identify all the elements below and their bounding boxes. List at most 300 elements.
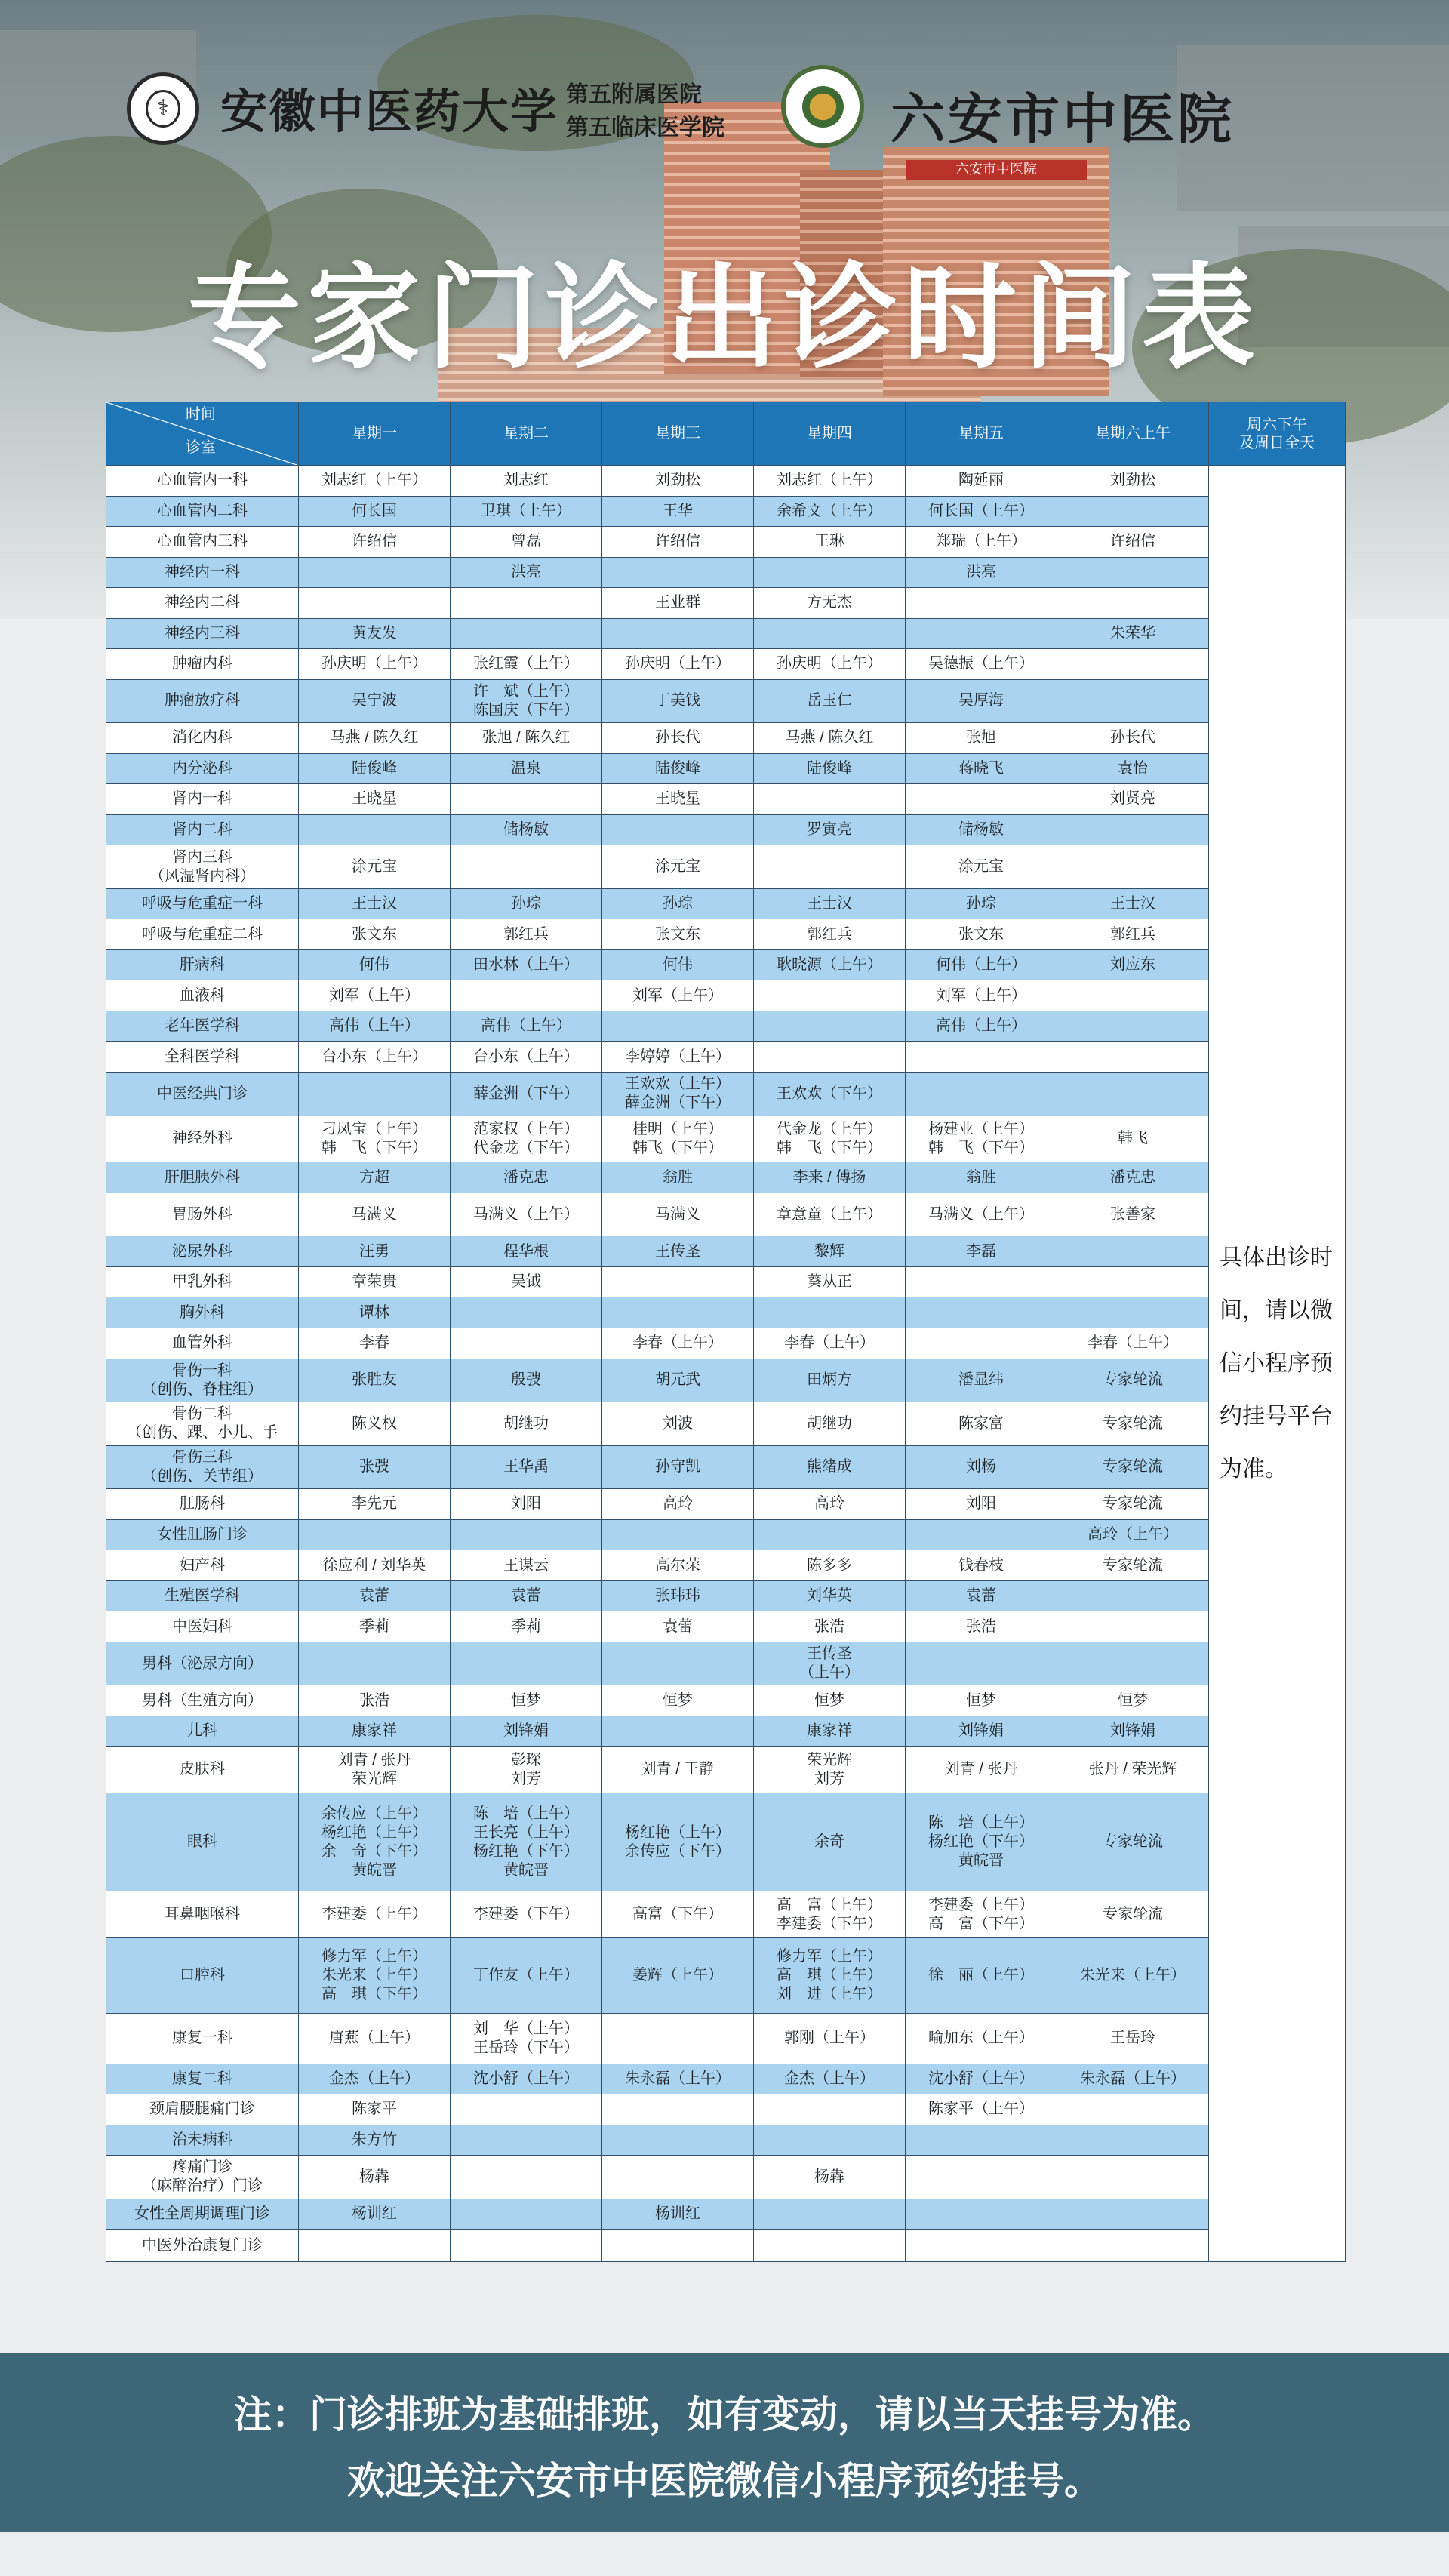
schedule-cell: 张红霞（上午）	[451, 649, 602, 680]
schedule-cell	[906, 2125, 1057, 2156]
schedule-cell: 袁蕾	[602, 1611, 754, 1642]
schedule-cell	[754, 845, 906, 889]
schedule-cell	[451, 618, 602, 649]
weekend-header: 周六下午 及周日全天	[1209, 402, 1346, 466]
schedule-cell: 翁胜	[906, 1162, 1057, 1193]
schedule-cell: 李来 / 傅扬	[754, 1162, 906, 1193]
schedule-cell: 刘青 / 张丹	[906, 1747, 1057, 1793]
schedule-cell: 何伟（上午）	[906, 949, 1057, 980]
table-row	[106, 2125, 1346, 2156]
schedule-cell: 袁怡	[1057, 753, 1209, 784]
schedule-cell	[1057, 1642, 1209, 1685]
schedule-cell: 张文东	[906, 919, 1057, 950]
hospital-logo	[781, 65, 864, 148]
dept-cell: 神经外科	[106, 1116, 299, 1162]
schedule-cell: 袁蕾	[906, 1580, 1057, 1611]
schedule-cell: 季莉	[451, 1611, 602, 1642]
schedule-cell: 刘军（上午）	[906, 980, 1057, 1011]
dept-cell: 心血管内三科	[106, 527, 299, 558]
schedule-cell: 高玲	[754, 1489, 906, 1520]
schedule-cell: 刘阳	[451, 1489, 602, 1520]
schedule-cell	[1057, 679, 1209, 723]
schedule-cell: 杨训红	[602, 2199, 754, 2230]
table-row	[106, 1793, 1346, 1891]
dept-cell: 女性肛肠门诊	[106, 1519, 299, 1550]
schedule-cell: 李春（上午）	[754, 1328, 906, 1359]
schedule-cell: 专家轮流	[1057, 1550, 1209, 1581]
dept-cell: 儿科	[106, 1716, 299, 1747]
dept-cell: 肛肠科	[106, 1489, 299, 1520]
schedule-cell	[1057, 845, 1209, 889]
schedule-cell: 高富（下午）	[602, 1891, 754, 1938]
schedule-cell	[602, 557, 754, 588]
schedule-cell: 章意童（上午）	[754, 1193, 906, 1236]
day-header: 星期五	[906, 402, 1057, 466]
schedule-cell	[1057, 1580, 1209, 1611]
schedule-cell: 何伟	[602, 949, 754, 980]
schedule-cell	[906, 2156, 1057, 2199]
table-row	[106, 784, 1346, 815]
schedule-cell	[602, 2014, 754, 2064]
schedule-cell: 孙琮	[451, 888, 602, 919]
schedule-cell: 王士汉	[754, 888, 906, 919]
schedule-cell: 陶延丽	[906, 466, 1057, 497]
schedule-cell	[754, 2094, 906, 2125]
schedule-cell: 张旭	[906, 723, 1057, 754]
schedule-cell: 孙琮	[906, 888, 1057, 919]
dept-cell: 中医妇科	[106, 1611, 299, 1642]
schedule-cell: 王谋云	[451, 1550, 602, 1581]
schedule-cell: 余奇	[754, 1793, 906, 1891]
schedule-cell: 黎辉	[754, 1236, 906, 1267]
schedule-cell: 袁蕾	[451, 1580, 602, 1611]
schedule-cell: 高玲（上午）	[1057, 1519, 1209, 1550]
schedule-cell: 潘显纬	[906, 1359, 1057, 1402]
schedule-cell: 高玲	[602, 1489, 754, 1520]
schedule-cell	[602, 618, 754, 649]
schedule-cell: 刘杨	[906, 1445, 1057, 1489]
schedule-cell: 恒梦	[754, 1685, 906, 1716]
schedule-cell	[754, 1519, 906, 1550]
table-corner-header	[106, 402, 299, 466]
schedule-cell: 熊绪成	[754, 1445, 906, 1489]
table-row	[106, 1116, 1346, 1162]
table-row	[106, 1297, 1346, 1328]
schedule-cell: 王传圣 （上午）	[754, 1642, 906, 1685]
table-row	[106, 1938, 1346, 2014]
dept-cell: 呼吸与危重症二科	[106, 919, 299, 950]
schedule-cell	[451, 2199, 602, 2230]
schedule-cell: 荣光辉 刘芳	[754, 1747, 906, 1793]
table-row	[106, 845, 1346, 889]
schedule-cell: 李先元	[299, 1489, 451, 1520]
table-row	[106, 1519, 1346, 1550]
schedule-cell: 季莉	[299, 1611, 451, 1642]
schedule-cell	[1057, 588, 1209, 619]
table-row	[106, 1042, 1346, 1073]
university-name: 安徽中医药大学	[220, 84, 559, 139]
schedule-cell	[299, 1642, 451, 1685]
schedule-cell: 潘克忠	[1057, 1162, 1209, 1193]
dept-cell: 康复一科	[106, 2014, 299, 2064]
schedule-cell	[906, 1042, 1057, 1073]
schedule-cell	[451, 980, 602, 1011]
table-row	[106, 2199, 1346, 2230]
schedule-cell: 恒梦	[451, 1685, 602, 1716]
schedule-cell: 韩飞	[1057, 1116, 1209, 1162]
schedule-cell: 郭红兵	[451, 919, 602, 950]
schedule-cell: 章荣贵	[299, 1266, 451, 1297]
schedule-cell: 陈家平（上午）	[906, 2094, 1057, 2125]
schedule-cell: 刁凤宝（上午） 韩 飞（下午）	[299, 1116, 451, 1162]
schedule-cell: 陆俊峰	[602, 753, 754, 784]
schedule-cell: 田水林（上午）	[451, 949, 602, 980]
dept-cell: 男科（生殖方向）	[106, 1685, 299, 1716]
university-logo: ⚕	[127, 72, 199, 145]
schedule-cell: 王岳玲	[1057, 2014, 1209, 2064]
table-row	[106, 1747, 1346, 1793]
dept-cell: 心血管内一科	[106, 466, 299, 497]
corner-time-label: 时间	[186, 406, 216, 423]
footer-notice	[0, 2353, 1449, 2532]
table-row	[106, 723, 1346, 754]
schedule-cell	[451, 1297, 602, 1328]
schedule-cell: 孙庆明（上午）	[754, 649, 906, 680]
schedule-cell	[754, 980, 906, 1011]
schedule-cell: 丁美钱	[602, 679, 754, 723]
schedule-cell: 马满义（上午）	[451, 1193, 602, 1236]
schedule-cell	[754, 2125, 906, 2156]
schedule-cell: 孙琮	[602, 888, 754, 919]
schedule-cell: 王业群	[602, 588, 754, 619]
schedule-cell: 孙长代	[602, 723, 754, 754]
day-header: 星期二	[451, 402, 602, 466]
schedule-cell	[451, 1642, 602, 1685]
dept-cell: 生殖医学科	[106, 1580, 299, 1611]
dept-cell: 呼吸与危重症一科	[106, 888, 299, 919]
schedule-cell: 方无杰	[754, 588, 906, 619]
schedule-cell: 田炳方	[754, 1359, 906, 1402]
schedule-cell	[602, 2156, 754, 2199]
table-row	[106, 1266, 1346, 1297]
schedule-cell	[906, 2199, 1057, 2230]
schedule-cell: 涂元宝	[299, 845, 451, 889]
schedule-cell: 洪亮	[906, 557, 1057, 588]
schedule-cell: 恒梦	[1057, 1685, 1209, 1716]
schedule-cell: 刘志红（上午）	[754, 466, 906, 497]
schedule-cell: 刘志红	[451, 466, 602, 497]
schedule-cell: 马满义	[602, 1193, 754, 1236]
schedule-cell	[1057, 2125, 1209, 2156]
schedule-cell	[906, 2230, 1057, 2262]
schedule-cell: 杨犇	[299, 2156, 451, 2199]
table-row	[106, 527, 1346, 558]
schedule-cell: 胡继功	[754, 1402, 906, 1446]
schedule-cell: 许绍信	[1057, 527, 1209, 558]
schedule-cell: 恒梦	[906, 1685, 1057, 1716]
schedule-cell: 康家祥	[754, 1716, 906, 1747]
schedule-cell: 陈家富	[906, 1402, 1057, 1446]
schedule-cell	[1057, 649, 1209, 680]
dept-cell: 胃肠外科	[106, 1193, 299, 1236]
schedule-table	[106, 402, 1346, 2262]
schedule-cell: 余传应（上午） 杨红艳（上午） 余 奇（下午） 黄皖晋	[299, 1793, 451, 1891]
schedule-cell: 张文东	[602, 919, 754, 950]
building-sign: 六安市中医院	[906, 160, 1087, 180]
schedule-cell: 姜辉（上午）	[602, 1938, 754, 2014]
schedule-cell: 胡继功	[451, 1402, 602, 1446]
schedule-cell: 陈多多	[754, 1550, 906, 1581]
schedule-cell: 孙庆明（上午）	[602, 649, 754, 680]
schedule-cell: 孙守凯	[602, 1445, 754, 1489]
schedule-cell: 李建委（上午）	[299, 1891, 451, 1938]
schedule-cell: 马满义（上午）	[906, 1193, 1057, 1236]
schedule-cell: 喻加东（上午）	[906, 2014, 1057, 2064]
schedule-cell: 李春（上午）	[602, 1328, 754, 1359]
table-row	[106, 1611, 1346, 1642]
schedule-cell	[602, 1266, 754, 1297]
schedule-cell: 岳玉仁	[754, 679, 906, 723]
schedule-cell: 涂元宝	[602, 845, 754, 889]
table-row	[106, 2094, 1346, 2125]
schedule-cell: 恒梦	[602, 1685, 754, 1716]
dept-cell: 肝病科	[106, 949, 299, 980]
schedule-cell: 李磊	[906, 1236, 1057, 1267]
schedule-cell	[1057, 1011, 1209, 1042]
schedule-cell	[299, 2230, 451, 2262]
schedule-cell: 耿晓源（上午）	[754, 949, 906, 980]
schedule-cell: 吴厚海	[906, 679, 1057, 723]
schedule-cell	[754, 2230, 906, 2262]
schedule-cell: 杨建业（上午） 韩 飞（下午）	[906, 1116, 1057, 1162]
schedule-cell	[1057, 557, 1209, 588]
schedule-cell: 陈家平	[299, 2094, 451, 2125]
page-title: 专家门诊出诊时间表	[187, 253, 1261, 384]
table-row	[106, 1489, 1346, 1520]
dept-cell: 中医经典门诊	[106, 1072, 299, 1116]
schedule-cell	[754, 1011, 906, 1042]
schedule-cell	[1057, 1266, 1209, 1297]
schedule-cell: 王晓星	[299, 784, 451, 815]
schedule-cell	[906, 1519, 1057, 1550]
schedule-cell: 方超	[299, 1162, 451, 1193]
day-header: 星期六上午	[1057, 402, 1209, 466]
schedule-cell: 刘 华（上午） 王岳玲（下午）	[451, 2014, 602, 2064]
schedule-cell: 储杨敏	[906, 814, 1057, 845]
table-row	[106, 980, 1346, 1011]
dept-cell: 妇产科	[106, 1550, 299, 1581]
schedule-cell: 张玮玮	[602, 1580, 754, 1611]
dept-cell: 骨伤二科 （创伤、踝、小儿、手	[106, 1402, 299, 1446]
table-row	[106, 1236, 1346, 1267]
dept-cell: 肿瘤放疗科	[106, 679, 299, 723]
schedule-cell	[906, 1642, 1057, 1685]
table-row	[106, 1642, 1346, 1685]
table-row	[106, 1891, 1346, 1938]
corner-dept-label: 诊室	[186, 439, 216, 456]
schedule-cell	[299, 1072, 451, 1116]
schedule-cell: 王士汉	[1057, 888, 1209, 919]
dept-cell: 神经内二科	[106, 588, 299, 619]
schedule-cell: 高尔荣	[602, 1550, 754, 1581]
schedule-cell	[906, 588, 1057, 619]
table-row	[106, 1072, 1346, 1116]
schedule-cell: 刘劲松	[602, 466, 754, 497]
schedule-cell: 卫琪（上午）	[451, 496, 602, 527]
schedule-cell: 刘青 / 张丹 荣光辉	[299, 1747, 451, 1793]
day-header: 星期三	[602, 402, 754, 466]
schedule-cell: 杨训红	[299, 2199, 451, 2230]
schedule-cell: 谭林	[299, 1297, 451, 1328]
schedule-cell: 沈小舒（上午）	[906, 2064, 1057, 2094]
schedule-cell: 专家轮流	[1057, 1359, 1209, 1402]
schedule-cell: 何长国	[299, 496, 451, 527]
table-row	[106, 1011, 1346, 1042]
schedule-cell: 罗寅亮	[754, 814, 906, 845]
schedule-cell: 马满义	[299, 1193, 451, 1236]
schedule-cell: 刘波	[602, 1402, 754, 1446]
dept-cell: 神经内三科	[106, 618, 299, 649]
schedule-cell: 钱春枝	[906, 1550, 1057, 1581]
table-row	[106, 1550, 1346, 1581]
schedule-cell	[1057, 1297, 1209, 1328]
schedule-cell	[299, 557, 451, 588]
schedule-cell: 桂明（上午） 韩飞（下午）	[602, 1116, 754, 1162]
dept-cell: 肾内二科	[106, 814, 299, 845]
schedule-cell: 代金龙（上午） 韩 飞（下午）	[754, 1116, 906, 1162]
schedule-cell: 王华	[602, 496, 754, 527]
table-row	[106, 1685, 1346, 1716]
schedule-cell	[754, 784, 906, 815]
schedule-cell: 刘军（上午）	[602, 980, 754, 1011]
table-row	[106, 1445, 1346, 1489]
schedule-cell: 孙长代	[1057, 723, 1209, 754]
dept-cell: 女性全周期调理门诊	[106, 2199, 299, 2230]
schedule-cell: 唐燕（上午）	[299, 2014, 451, 2064]
schedule-cell: 刘应东	[1057, 949, 1209, 980]
schedule-cell: 吴宁波	[299, 679, 451, 723]
schedule-cell: 陈 培（上午） 王长亮（上午） 杨红艳（下午） 黄皖晋	[451, 1793, 602, 1891]
schedule-cell: 彭琛 刘芳	[451, 1747, 602, 1793]
schedule-cell: 朱方竹	[299, 2125, 451, 2156]
schedule-cell: 郭红兵	[754, 919, 906, 950]
schedule-cell: 曾磊	[451, 527, 602, 558]
dept-cell: 泌尿外科	[106, 1236, 299, 1267]
schedule-cell: 刘志红（上午）	[299, 466, 451, 497]
schedule-cell: 沈小舒（上午）	[451, 2064, 602, 2094]
schedule-cell	[602, 1519, 754, 1550]
table-row	[106, 618, 1346, 649]
schedule-cell: 高伟（上午）	[906, 1011, 1057, 1042]
dept-cell: 肾内三科 （风湿肾内科）	[106, 845, 299, 889]
schedule-cell	[906, 784, 1057, 815]
schedule-cell: 孙庆明（上午）	[299, 649, 451, 680]
dept-cell: 血管外科	[106, 1328, 299, 1359]
table-row	[106, 496, 1346, 527]
dept-cell: 肿瘤内科	[106, 649, 299, 680]
schedule-cell: 修力军（上午） 朱光来（上午） 高 琪（下午）	[299, 1938, 451, 2014]
schedule-cell	[451, 2156, 602, 2199]
schedule-cell	[1057, 1042, 1209, 1073]
schedule-cell	[754, 557, 906, 588]
schedule-cell	[1057, 1072, 1209, 1116]
schedule-cell: 洪亮	[451, 557, 602, 588]
schedule-cell: 张弢	[299, 1445, 451, 1489]
schedule-cell: 王琳	[754, 527, 906, 558]
schedule-cell: 余希文（上午）	[754, 496, 906, 527]
schedule-cell: 张浩	[906, 1611, 1057, 1642]
footer-line-2: 欢迎关注六安市中医院微信小程序预约挂号。	[347, 2459, 1102, 2503]
schedule-cell: 专家轮流	[1057, 1402, 1209, 1446]
schedule-cell: 吴德振（上午）	[906, 649, 1057, 680]
dept-cell: 眼科	[106, 1793, 299, 1891]
schedule-cell: 范家权（上午） 代金龙（下午）	[451, 1116, 602, 1162]
table-row	[106, 1162, 1346, 1193]
schedule-cell	[1057, 2230, 1209, 2262]
day-header: 星期四	[754, 402, 906, 466]
affiliation-line-2: 第五临床医学院	[566, 115, 724, 141]
schedule-cell: 王士汉	[299, 888, 451, 919]
schedule-cell	[299, 1519, 451, 1550]
dept-cell: 甲乳外科	[106, 1266, 299, 1297]
table-row	[106, 1359, 1346, 1402]
schedule-cell: 李建委（下午）	[451, 1891, 602, 1938]
schedule-cell: 王晓星	[602, 784, 754, 815]
schedule-cell: 徐应利 / 刘华英	[299, 1550, 451, 1581]
schedule-cell: 张善家	[1057, 1193, 1209, 1236]
schedule-cell: 张浩	[754, 1611, 906, 1642]
hospital-name: 六安市中医院	[891, 87, 1235, 151]
weekend-note: 具体出诊时间，请以微信小程序预约挂号平台为准。	[1209, 466, 1346, 2262]
schedule-cell: 张丹 / 荣光辉	[1057, 1747, 1209, 1793]
schedule-cell: 黄友发	[299, 618, 451, 649]
table-row	[106, 2064, 1346, 2094]
schedule-cell	[451, 784, 602, 815]
schedule-cell	[451, 1519, 602, 1550]
table-row	[106, 649, 1346, 680]
table-row	[106, 1328, 1346, 1359]
schedule-cell	[1057, 980, 1209, 1011]
schedule-cell: 郭红兵	[1057, 919, 1209, 950]
schedule-cell: 张胜友	[299, 1359, 451, 1402]
dept-cell: 疼痛门诊 （麻醉治疗）门诊	[106, 2156, 299, 2199]
schedule-cell	[1057, 2156, 1209, 2199]
schedule-cell: 翁胜	[602, 1162, 754, 1193]
schedule-cell: 台小东（上午）	[299, 1042, 451, 1073]
schedule-cell: 许绍信	[602, 527, 754, 558]
schedule-cell	[906, 1297, 1057, 1328]
schedule-cell: 张浩	[299, 1685, 451, 1716]
schedule-cell	[906, 1072, 1057, 1116]
schedule-cell: 刘军（上午）	[299, 980, 451, 1011]
schedule-cell: 刘华英	[754, 1580, 906, 1611]
schedule-cell: 涂元宝	[906, 845, 1057, 889]
schedule-cell	[451, 2230, 602, 2262]
dept-cell: 老年医学科	[106, 1011, 299, 1042]
table-row	[106, 1580, 1346, 1611]
schedule-cell	[1057, 1611, 1209, 1642]
dept-cell: 男科（泌尿方向）	[106, 1642, 299, 1685]
schedule-cell	[602, 1011, 754, 1042]
schedule-cell: 陆俊峰	[754, 753, 906, 784]
schedule-cell	[451, 845, 602, 889]
dept-cell: 心血管内二科	[106, 496, 299, 527]
schedule-cell: 郑瑞（上午）	[906, 527, 1057, 558]
schedule-cell	[754, 618, 906, 649]
schedule-cell: 葵从正	[754, 1266, 906, 1297]
schedule-cell: 李建委（上午） 高 富（下午）	[906, 1891, 1057, 1938]
schedule-cell: 马燕 / 陈久红	[754, 723, 906, 754]
